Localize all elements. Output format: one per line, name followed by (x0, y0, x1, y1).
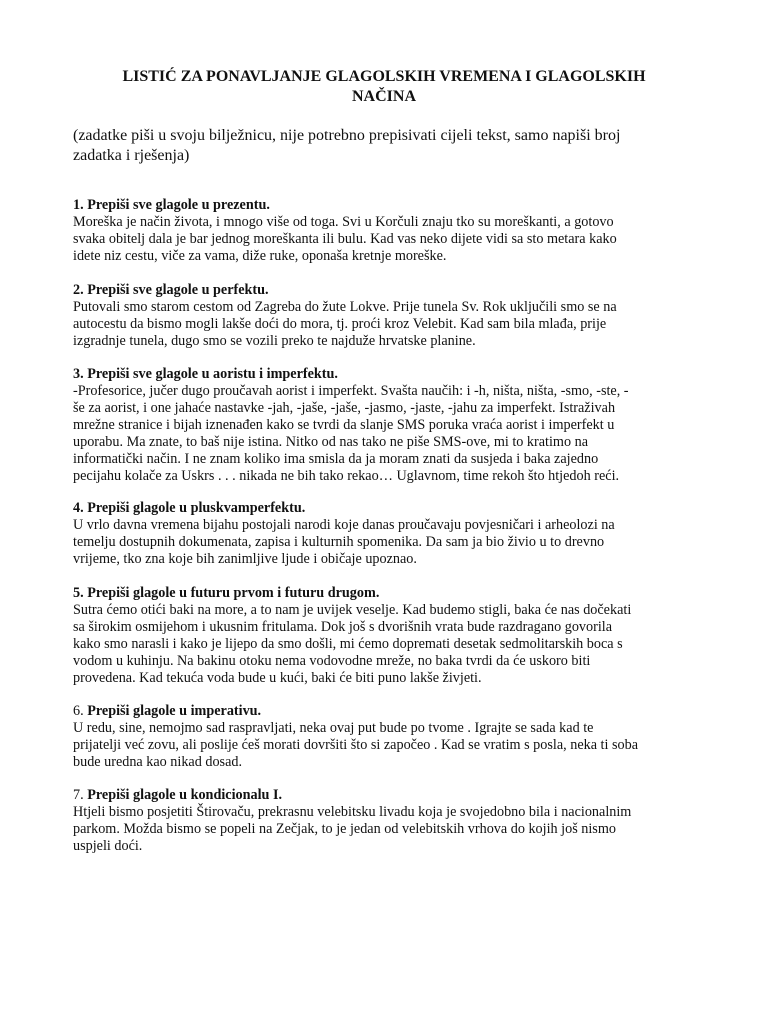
task-heading (73, 787, 698, 804)
task-text (73, 383, 698, 485)
task-number: 6. (73, 703, 84, 719)
task-text-line: Putovali smo starom cestom od Zagreba do žute Lokve. Prije tunela Sv. Rok uključili smo se na (73, 299, 617, 315)
task-text-line: vodom u kuhinju. Na bakinu otoku nema vodovodne mreže, no baka tvrdi da će uskoro biti (73, 653, 591, 669)
task-number: 5. (73, 585, 84, 601)
task-7 (73, 787, 698, 855)
task-text (73, 214, 698, 265)
task-text-line: U redu, sine, nemojmo sad raspravljati, neka ovaj put bude po tvome . Igrajte se sada kad te (73, 720, 594, 736)
task-1 (73, 197, 698, 265)
task-heading (73, 500, 698, 517)
task-instruction: Prepiši sve glagole u aoristu i imperfektu. (87, 366, 338, 382)
task-text-line: -Profesorice, jučer dugo proučavah aorist i imperfekt. Svašta naučih: i -h, ništa, ništa, -smo, -ste, - (73, 383, 629, 399)
task-text-line: kako smo narasli i kako je lijepo da smo došli, mi ćemo dopremati desetak sedmolitarskih boca s (73, 636, 623, 652)
instructions-line: zadatka i rješenja) (73, 147, 190, 164)
task-instruction: Prepiši glagole u imperativu. (87, 703, 262, 719)
task-text-line: mrežne stranice i bijah iznenađen kako se tvrdi da slanje SMS poruka vraća aorist i imperfekt u (73, 417, 615, 433)
task-text-line: svaka obitelj dala je bar jednog moreškanta ili bulu. Kad vas neko dijete vidi sa sto metara kako (73, 231, 617, 247)
task-instruction: Prepiši glagole u kondicionalu I. (87, 787, 283, 803)
task-instruction: Prepiši glagole u pluskvamperfektu. (87, 500, 306, 516)
task-text-line: autocestu da bismo mogli lakše doći do mora, tj. proći kroz Velebit. Kad sam bila mlađa, prije (73, 316, 607, 332)
title-line: LISTIĆ ZA PONAVLJANJE GLAGOLSKIH VREMENA I GLAGOLSKIH (122, 68, 646, 85)
task-text-line: še za aorist, i one jahaće nastavke -jah, -jaše, -jaše, -jasmo, -jaste, -jahu za imperfekt. Istraživah (73, 400, 616, 416)
task-heading (73, 703, 698, 720)
worksheet-instructions (73, 126, 673, 166)
task-text-line: parkom. Možda bismo se popeli na Zečjak, to je jedan od velebitskih vrhova do kojih još nismo (73, 821, 616, 837)
task-text (73, 299, 698, 350)
task-text-line: uspjeli doći. (73, 838, 143, 854)
task-number: 2. (73, 282, 84, 298)
task-text-line: prijatelji već zovu, ali poslije ćeš morati dovršiti što si započeo . Kad se vratim s posla, neka ti soba (73, 737, 638, 753)
task-number: 4. (73, 500, 84, 516)
task-instruction: Prepiši glagole u futuru prvom i futuru drugom. (87, 585, 380, 601)
task-text-line: pecijahu kolače za Uskrs . . . nikada ne bih tako rekao… Uglavnom, time rekoh što htjedoh reći. (73, 468, 620, 484)
title-line: NAČINA (352, 88, 416, 105)
task-text-line: idete niz cestu, viče za vama, diže ruke, oponaša kretnje moreške. (73, 248, 447, 264)
task-3 (73, 366, 698, 485)
task-text-line: provedena. Kad tekuća voda bude u kući, baki će biti puno lakše živjeti. (73, 670, 482, 686)
task-text-line: vrijeme, tko zna koje bih zanimljive ljude i običaje upoznao. (73, 551, 417, 567)
task-number: 7. (73, 787, 84, 803)
task-heading (73, 585, 698, 602)
task-text-line: Sutra ćemo otići baki na more, a to nam je uvijek veselje. Kad budemo stigli, baka će nas dočekati (73, 602, 632, 618)
task-text (73, 804, 698, 855)
task-text (73, 720, 698, 771)
task-text-line: bude uredna kao nikad dosad. (73, 754, 243, 770)
task-text-line: izgradnje tunela, dugo smo se vozili preko te najduže hrvatske planine. (73, 333, 476, 349)
task-6 (73, 703, 698, 771)
task-heading (73, 366, 698, 383)
task-5 (73, 585, 698, 687)
instructions-line: (zadatke piši u svoju bilježnicu, nije potrebno prepisivati cijeli tekst, samo napiši broj (73, 127, 621, 144)
task-text-line: uporabu. Ma znate, to baš nije istina. Nitko od nas tako ne piše SMS-ove, mi to kratimo na (73, 434, 588, 450)
task-text-line: sa širokim osmijehom i ukusnim fritulama. Dok još s dvorišnih vrata bude razdragano govorila (73, 619, 613, 635)
task-text (73, 517, 698, 568)
task-heading (73, 282, 698, 299)
task-number: 1. (73, 197, 84, 213)
task-heading (73, 197, 698, 214)
worksheet-title (70, 67, 698, 107)
task-4 (73, 500, 698, 568)
task-text-line: informatički način. I ne znam koliko ima smisla da ja moram znati da susjeda i baka zajedno (73, 451, 599, 467)
task-text-line: U vrlo davna vremena bijahu postojali narodi koje danas proučavaju povjesničari i arheolozi na (73, 517, 615, 533)
task-text-line: Moreška je način života, i mnogo više od toga. Svi u Korčuli znaju tko su moreškanti, a gotovo (73, 214, 614, 230)
task-number: 3. (73, 366, 84, 382)
task-text (73, 602, 698, 687)
task-2 (73, 282, 698, 350)
task-instruction: Prepiši sve glagole u prezentu. (87, 197, 270, 213)
task-text-line: temelju dostupnih dokumenata, zapisa i kulturnih spomenika. Da sam ja bio živio u to drevno (73, 534, 605, 550)
task-instruction: Prepiši sve glagole u perfektu. (87, 282, 269, 298)
task-text-line: Htjeli bismo posjetiti Štirovaču, prekrasnu velebitsku livadu koja je svojedobno bila i nacionalnim (73, 804, 632, 820)
